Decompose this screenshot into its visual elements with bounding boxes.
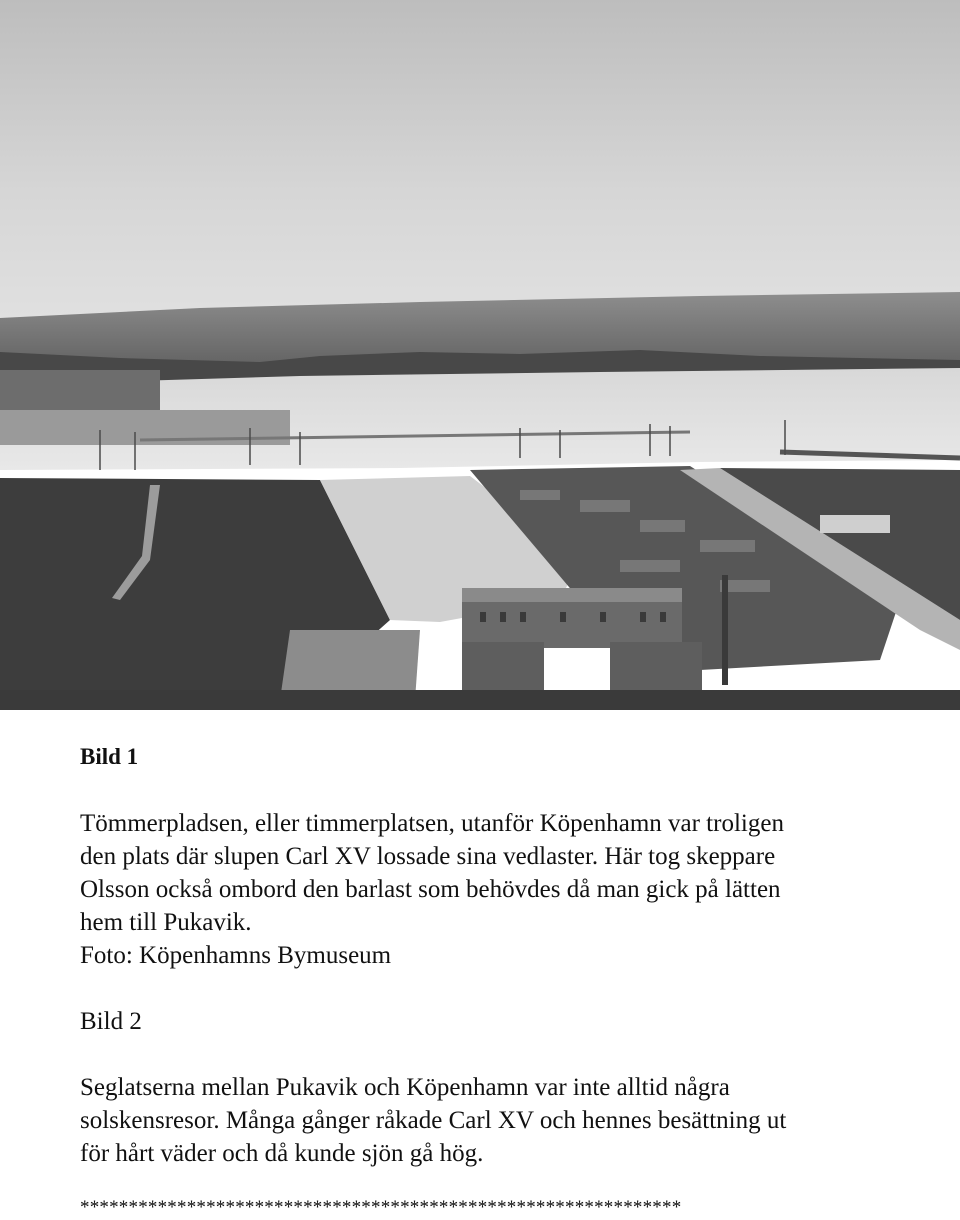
caption-1-line: Olsson också ombord den barlast som behövdes då man gick på lätten — [80, 876, 781, 903]
caption-2 — [80, 1071, 940, 1170]
main-building-roof — [462, 588, 682, 602]
caption-2-line: Seglatserna mellan Pukavik och Köpenhamn var inte alltid några — [80, 1074, 730, 1101]
figure-label-1: Bild 1 — [80, 744, 139, 769]
right-building — [820, 515, 890, 533]
chimney — [722, 575, 728, 685]
caption-1-line: Tömmerpladsen, eller timmerplatsen, utanför Köpenhamn var troligen — [80, 810, 784, 837]
caption-2-line: för hårt väder och då kunde sjön gå hög. — [80, 1140, 484, 1167]
sky — [0, 0, 960, 320]
bottom-ground — [0, 690, 960, 710]
photo-credit: Foto: Köpenhamns Bymuseum — [80, 942, 392, 969]
asterisk-separator: ************************************************************** — [80, 1197, 682, 1218]
caption-2-line: solskensresor. Många gånger råkade Carl XV och hennes besättning ut — [80, 1107, 787, 1134]
caption-1-line: hem till Pukavik. — [80, 909, 252, 936]
figure-label-2: Bild 2 — [80, 1008, 142, 1035]
lower-left-yard — [280, 630, 420, 700]
left-warehouses — [0, 370, 160, 410]
caption-1-line: den plats där slupen Carl XV lossade sina vedlaster. Här tog skeppare — [80, 843, 776, 870]
caption-1 — [80, 807, 940, 972]
